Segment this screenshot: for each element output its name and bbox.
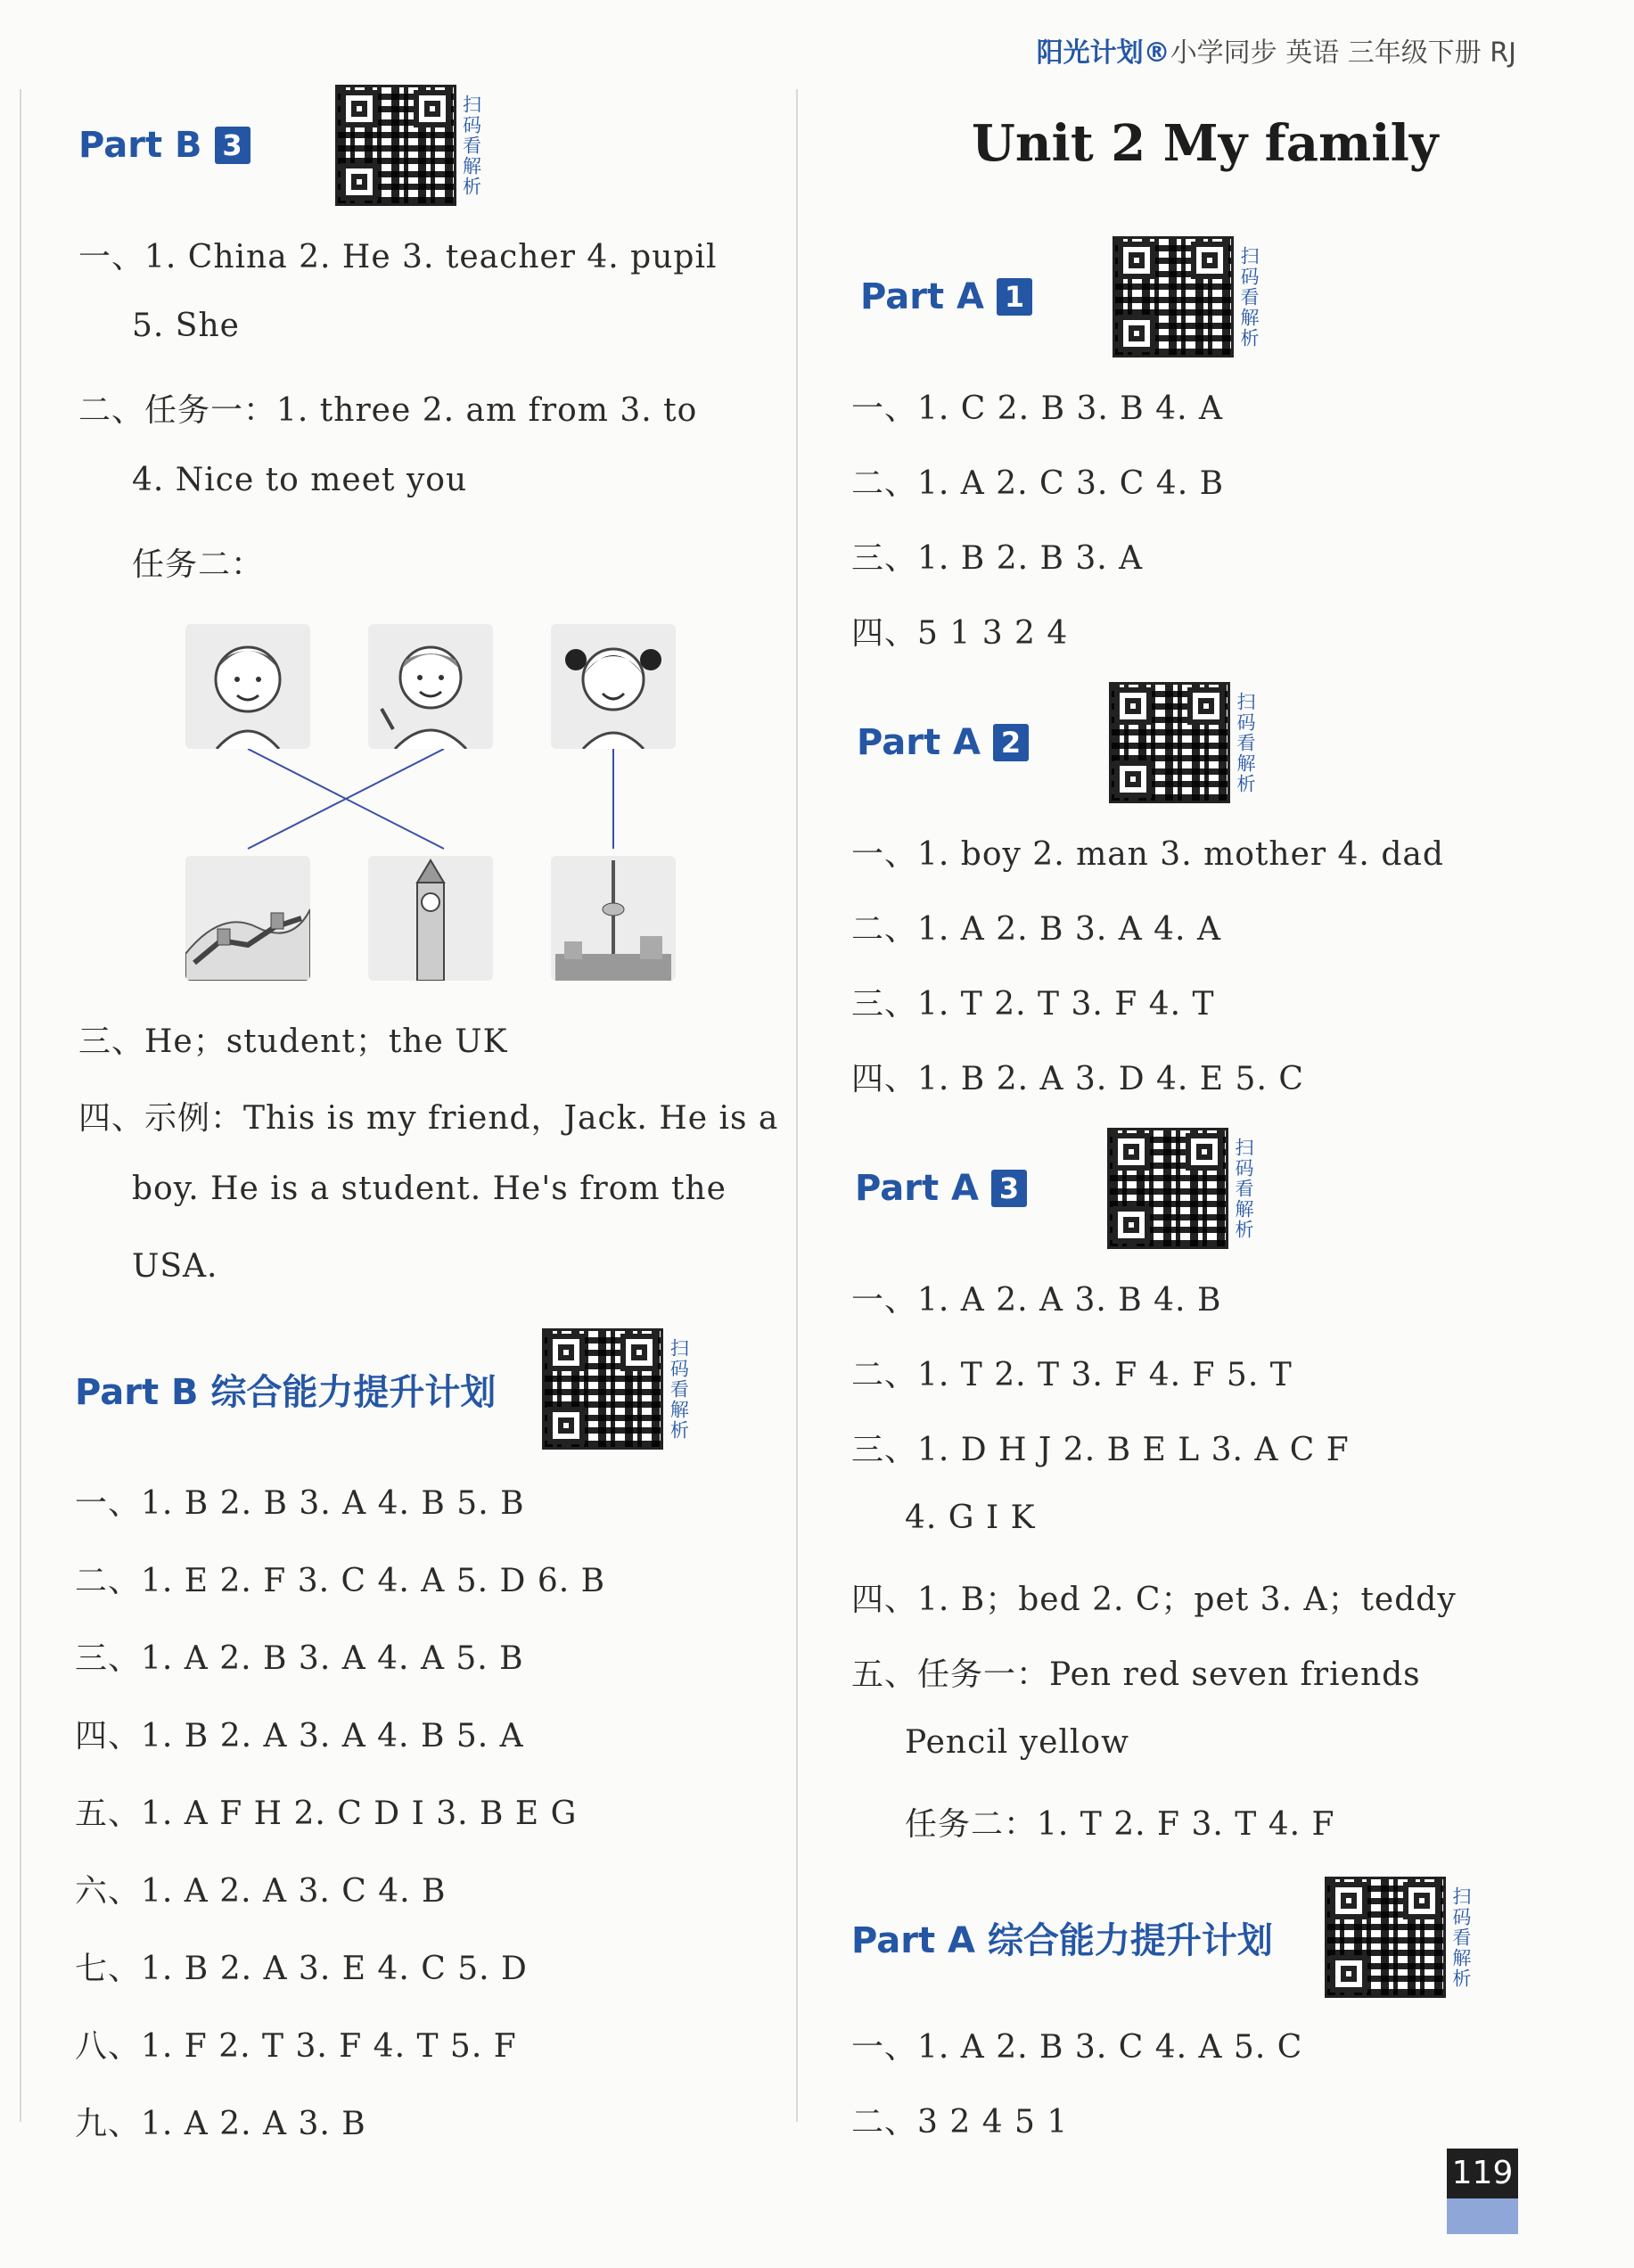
part-a-plan-header <box>851 1877 1470 1998</box>
answer-line: 二、1. A 2. B 3. A 4. A <box>851 911 1221 948</box>
waving-boy-image <box>368 624 493 749</box>
column-divider <box>796 89 798 2122</box>
qr-caption: 扫码看解析 <box>1237 245 1260 349</box>
answer-line: 任务二： <box>132 546 265 583</box>
answer-line: 任务二：1. T 2. F 3. T 4. F <box>905 1806 1335 1843</box>
answer-line: 三、1. A 2. B 3. A 4. A 5. B <box>75 1640 524 1677</box>
answer-line: 二、1. T 2. T 3. F 4. F 5. T <box>851 1357 1293 1393</box>
answer-line: 五、1. A F H 2. C D I 3. B E G <box>75 1796 578 1832</box>
qr-code-icon[interactable] <box>1107 1128 1228 1249</box>
qr-caption: 扫码看解析 <box>668 1337 690 1441</box>
part-a1-title <box>860 276 1032 317</box>
qr-code-icon[interactable] <box>335 85 456 206</box>
part-a2-number: 2 <box>993 724 1029 761</box>
answer-line: 4. G I K <box>905 1500 1036 1536</box>
qr-caption: 扫码看解析 <box>460 94 482 197</box>
part-a2-title <box>857 722 1029 763</box>
girl-portrait-image <box>551 624 676 749</box>
part-b3-header <box>78 85 480 206</box>
qr-caption: 扫码看解析 <box>1232 1137 1254 1240</box>
part-a3-header <box>855 1128 1252 1249</box>
answer-line: 三、He；student；the UK <box>78 1023 508 1060</box>
answer-line: 六、1. A 2. A 3. C 4. B <box>75 1873 447 1910</box>
answer-line: 三、1. T 2. T 3. F 4. T <box>851 986 1215 1023</box>
answer-line: 5. She <box>132 308 240 344</box>
answer-line: 八、1. F 2. T 3. F 4. T 5. F <box>75 2028 517 2065</box>
qr-caption: 扫码看解析 <box>1234 691 1256 794</box>
answer-line: 四、1. B 2. A 3. A 4. B 5. A <box>75 1718 524 1754</box>
answer-line: Pencil yellow <box>905 1724 1129 1761</box>
answer-line: 四、5 1 3 2 4 <box>851 615 1069 652</box>
part-a-plan-title: Part A 综合能力提升计划 <box>851 1919 1273 1961</box>
part-a1-header <box>860 236 1258 357</box>
part-b-plan-header <box>75 1328 690 1450</box>
page-header <box>1037 30 1516 70</box>
cn-tower-image <box>551 856 676 981</box>
qr-code-icon[interactable] <box>1109 682 1230 803</box>
answer-line: boy. He is a student. He's from the <box>132 1171 727 1207</box>
answer-line: 三、1. D H J 2. B E L 3. A C F <box>851 1432 1350 1468</box>
answer-line: 二、3 2 4 5 1 <box>851 2104 1069 2141</box>
answer-line: 二、1. E 2. F 3. C 4. A 5. D 6. B <box>75 1563 606 1599</box>
answer-line: 4. Nice to meet you <box>132 462 468 498</box>
part-a3-number: 3 <box>991 1170 1027 1207</box>
qr-caption: 扫码看解析 <box>1449 1886 1472 1989</box>
matching-illustration <box>185 624 685 981</box>
book-subtitle: 小学同步 英语 三年级下册 RJ <box>1170 37 1516 69</box>
answer-line: 一、1. C 2. B 3. B 4. A <box>851 390 1223 427</box>
part-a3-label: Part A <box>855 1168 979 1209</box>
boy-portrait-image <box>185 624 310 749</box>
qr-code-icon[interactable] <box>1325 1877 1446 1998</box>
part-b-plan-title: Part B 综合能力提升计划 <box>75 1371 497 1413</box>
answer-line: 一、1. A 2. B 3. C 4. A 5. C <box>851 2029 1303 2066</box>
answer-line: 四、1. B；bed 2. C；pet 3. A；teddy <box>851 1582 1457 1618</box>
part-b3-title <box>78 125 250 166</box>
big-ben-image <box>368 856 493 981</box>
part-b3-number: 3 <box>215 127 250 164</box>
part-a1-number: 1 <box>997 278 1032 316</box>
answer-line: 七、1. B 2. A 3. E 4. C 5. D <box>75 1951 528 1987</box>
part-a1-label: Part A <box>860 276 984 317</box>
left-margin-rule <box>20 89 21 2122</box>
answer-line: USA. <box>132 1248 218 1285</box>
matching-lines <box>185 749 685 856</box>
part-a3-title <box>855 1168 1027 1209</box>
part-a2-label: Part A <box>857 722 981 763</box>
qr-code-icon[interactable] <box>1113 236 1234 357</box>
part-a2-header <box>857 682 1254 803</box>
part-b3-label: Part B <box>78 125 202 166</box>
page-number: 119 <box>1447 2149 1518 2198</box>
answer-line: 一、1. boy 2. man 3. mother 4. dad <box>851 836 1444 873</box>
answer-line: 一、1. China 2. He 3. teacher 4. pupil <box>78 239 718 275</box>
answer-line: 四、示例：This is my friend，Jack. He is a <box>78 1100 779 1137</box>
answer-line: 九、1. A 2. A 3. B <box>75 2106 366 2142</box>
answer-line: 一、1. B 2. B 3. A 4. B 5. B <box>75 1485 525 1522</box>
answer-line: 二、任务一：1. three 2. am from 3. to <box>78 392 698 429</box>
answer-line: 三、1. B 2. B 3. A <box>851 540 1144 577</box>
qr-code-icon[interactable] <box>542 1328 663 1450</box>
answer-line: 一、1. A 2. A 3. B 4. B <box>851 1282 1222 1319</box>
great-wall-image <box>185 856 310 981</box>
answer-line: 四、1. B 2. A 3. D 4. E 5. C <box>851 1061 1304 1097</box>
page-tab <box>1447 2198 1518 2234</box>
brand-name: 阳光计划® <box>1036 37 1170 69</box>
answer-line: 二、1. A 2. C 3. C 4. B <box>851 465 1225 502</box>
unit-title: Unit 2 My family <box>972 114 1439 173</box>
answer-line: 五、任务一：Pen red seven friends <box>851 1656 1421 1693</box>
